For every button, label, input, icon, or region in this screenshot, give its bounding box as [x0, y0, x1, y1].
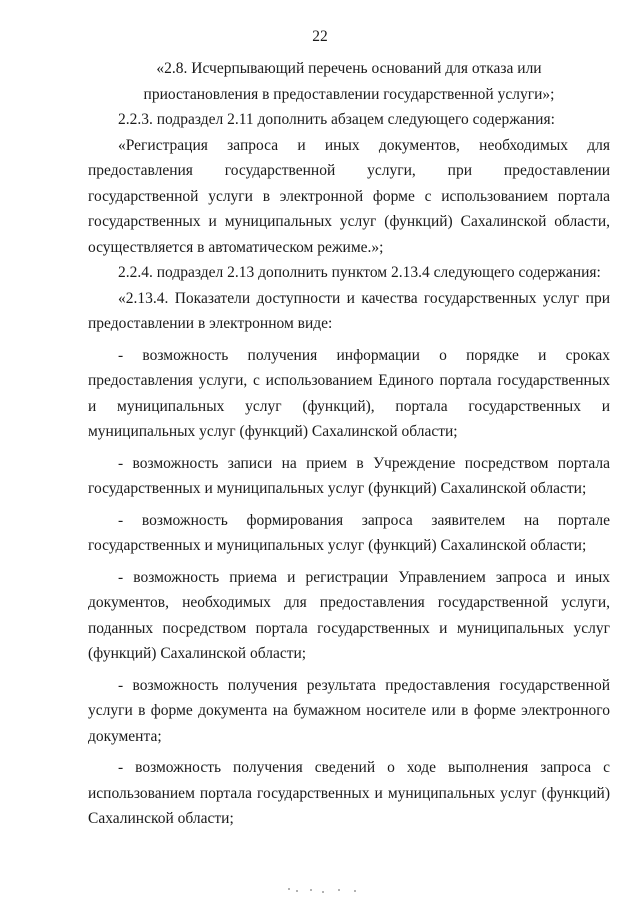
list-item-request-registration: - возможность приема и регистрации Управлением запроса и иных документов, необходимых для предоставления государственной услуги, поданных посредством портала государственных и муниципальных услуг (функций) Сахалинской области; — [88, 568, 610, 662]
scan-speck — [354, 890, 356, 892]
list-item-request-forming: - возможность формирования запроса заявителем на портале государственных и муниципальных услуг (функций) Сахалинской области; — [88, 511, 610, 554]
scan-speck — [288, 888, 290, 890]
section-heading-line-1: «2.8. Исчерпывающий перечень оснований для отказа или — [156, 60, 542, 77]
list-item-result: - возможность получения результата предоставления государственной услуги в форме документа на бумажном носителе или в форме электронного документа; — [88, 676, 610, 745]
list-item-information: - возможность получения информации о порядке и сроках предоставления услуги, с использованием Единого портала государственных и муниципальных услуг (функций), портала государственных и муниципальных услуг (функций) Сахалинской области; — [88, 346, 610, 440]
section-heading-line-2: приостановления в предоставлении государственной услуги»; — [143, 85, 555, 103]
document-body — [88, 56, 610, 832]
scan-speck — [310, 889, 312, 891]
quoted-paragraph-registration: «Регистрация запроса и иных документов, необходимых для предоставления государственной услуги, при предоставлении государственной услуги в электронной форме с использованием портала государственных и муниципальных услуг (функций) Сахалинской области, осуществляется в автоматическом режиме.»; — [88, 136, 610, 256]
amendment-paragraph-2-2-4: 2.2.4. подраздел 2.13 дополнить пунктом 2.13.4 следующего содержания: — [118, 264, 601, 281]
list-item-appointment: - возможность записи на прием в Учреждение посредством портала государственных и муниципальных услуг (функций) Сахалинской области; — [88, 454, 610, 497]
page-number: 22 — [312, 28, 328, 45]
amendment-paragraph-2-2-3: 2.2.3. подраздел 2.11 дополнить абзацем следующего содержания: — [118, 111, 555, 128]
list-item-status-info: - возможность получения сведений о ходе выполнения запроса с использованием портала государственных и муниципальных услуг (функций) Сахалинской области; — [88, 759, 610, 827]
quoted-paragraph-2-13-4: «2.13.4. Показатели доступности и качества государственных услуг при предоставлении в электронном виде: — [88, 289, 610, 332]
scan-speck — [338, 889, 340, 891]
scan-speck — [322, 891, 324, 893]
scan-speck — [296, 890, 298, 892]
